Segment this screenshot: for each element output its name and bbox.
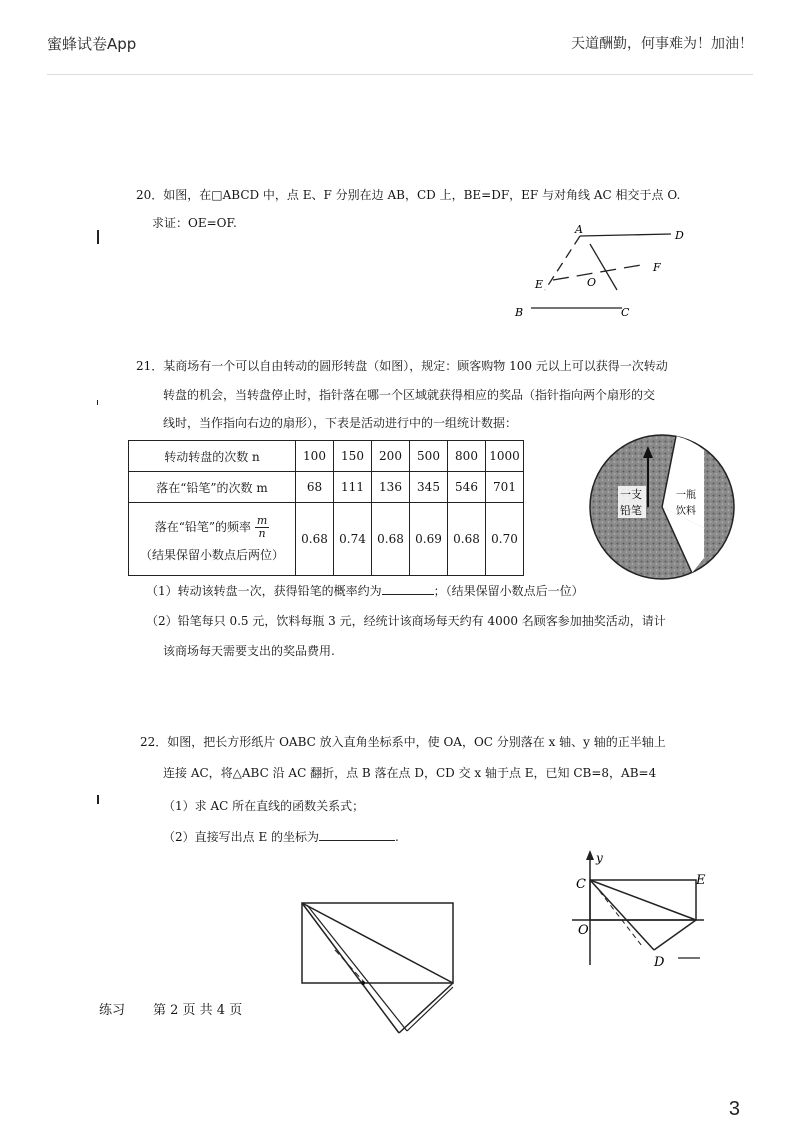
label-D: D	[675, 229, 684, 242]
label-A: A	[575, 223, 583, 236]
table-cell: 500	[410, 441, 448, 472]
q22-sub2	[163, 828, 399, 845]
table-cell: 落在“铅笔”的次数 m	[129, 472, 296, 503]
label-O: O	[587, 276, 597, 289]
table-cell	[129, 503, 296, 576]
label-F: F	[653, 261, 661, 274]
sector-drink-label: 一瓶	[676, 490, 696, 501]
q22-folded-paper-figure	[295, 895, 465, 1040]
sector-pencil-label-2: 铅笔	[620, 504, 642, 517]
q21-line3: 线时，当作指向右边的扇形），下表是活动进行中的一组统计数据：	[163, 416, 518, 430]
q21-line2: 转盘的机会，当转盘停止时，指针落在哪一个区域就获得相应的奖品（指针指向两个扇形的交	[163, 388, 656, 402]
table-row	[129, 472, 524, 503]
label-D: D	[654, 955, 665, 970]
header-slogan: 天道酬勤，何事难为！加油！	[571, 36, 753, 52]
table-cell: 800	[448, 441, 486, 472]
q22-sub1: （1）求 AC 所在直线的函数关系式；	[163, 799, 365, 813]
margin-mark	[97, 230, 99, 244]
q21-sub2-line1: （2）铅笔每只 0.5 元，饮料每瓶 3 元，经统计该商场每天约有 4000 名顾客参加抽奖活动，请计	[146, 614, 666, 628]
q20-line2: 求证：OE=OF.	[152, 216, 237, 230]
sector-pencil-label: 一支	[620, 488, 642, 501]
q20-line1: 20．如图，在□ABCD 中，点 E、F 分别在边 AB，CD 上，BE=DF，EF 与对角线 AC 相交于点 O.	[136, 188, 681, 202]
table-cell: 150	[334, 441, 372, 472]
table-cell: 546	[448, 472, 486, 503]
table-cell: 200	[372, 441, 410, 472]
q22-sub2-text: （2）直接写出点 E 的坐标为	[163, 830, 320, 844]
table-row	[129, 503, 524, 576]
margin-mark	[97, 400, 98, 405]
label-C: C	[621, 306, 630, 319]
freq-label: 落在“铅笔”的频率	[154, 520, 251, 534]
table-cell: 1000	[486, 441, 524, 472]
table-cell: 0.68	[296, 503, 334, 576]
table-cell: 100	[296, 441, 334, 472]
table-cell: 0.69	[410, 503, 448, 576]
footer-practice-label: 练习	[99, 1003, 126, 1018]
label-B: E	[696, 873, 706, 888]
table-cell: 345	[410, 472, 448, 503]
q21-stat-table	[128, 440, 524, 576]
table-row	[129, 441, 524, 472]
table-cell: 701	[486, 472, 524, 503]
footer-page-count: 第 2 页 共 4 页	[153, 1003, 243, 1018]
page-number: 3	[728, 1098, 740, 1120]
margin-mark	[97, 795, 99, 804]
label-E: E	[535, 278, 544, 291]
table-cell: 111	[334, 472, 372, 503]
q21-line1: 21．某商场有一个可以自由转动的圆形转盘（如图），规定：顾客购物 100 元以上可以获得一次转动	[136, 359, 668, 373]
q22-sub2-end: .	[395, 830, 399, 844]
q22-coordinate-figure	[572, 850, 704, 970]
sector-drink-label-2: 饮料	[676, 506, 696, 517]
table-cell: 68	[296, 472, 334, 503]
label-O: O	[578, 923, 589, 938]
label-B: B	[515, 306, 524, 319]
answer-blank	[319, 829, 395, 841]
table-cell: 0.68	[372, 503, 410, 576]
fraction-denominator: n	[258, 527, 266, 540]
answer-blank	[382, 583, 434, 595]
table-cell: 0.68	[448, 503, 486, 576]
rounding-note: （结果保留小数点后两位）	[139, 548, 284, 562]
table-cell: 136	[372, 472, 410, 503]
q21-sub1-text: （1）转动该转盘一次，获得铅笔的概率约为	[146, 584, 382, 598]
app-name: 蜜蜂试卷App	[47, 35, 137, 53]
fraction-numerator: m	[256, 514, 268, 527]
q21-sub1-note: ；（结果保留小数点后一位）	[433, 584, 584, 598]
table-cell: 0.70	[486, 503, 524, 576]
fraction-m-over-n	[255, 515, 269, 540]
q22-line2: 连接 AC，将△ABC 沿 AC 翻折，点 B 落在点 D，CD 交 x 轴于点 E，已知 CB=8，AB=4	[163, 766, 657, 780]
table-cell: 转动转盘的次数 n	[129, 441, 296, 472]
axis-y-label: y	[596, 851, 603, 865]
q20-parallelogram-figure	[505, 218, 705, 328]
q21-sub2-line2: 该商场每天需要支出的奖品费用.	[163, 644, 335, 658]
q22-line1: 22．如图，把长方形纸片 OABC 放入直角坐标系中，使 OA，OC 分别落在 x 轴、y 轴的正半轴上	[140, 735, 666, 749]
label-C: C	[576, 877, 586, 892]
spinner-wheel-figure	[586, 428, 704, 586]
q21-sub1	[146, 582, 584, 599]
table-cell: 0.74	[334, 503, 372, 576]
